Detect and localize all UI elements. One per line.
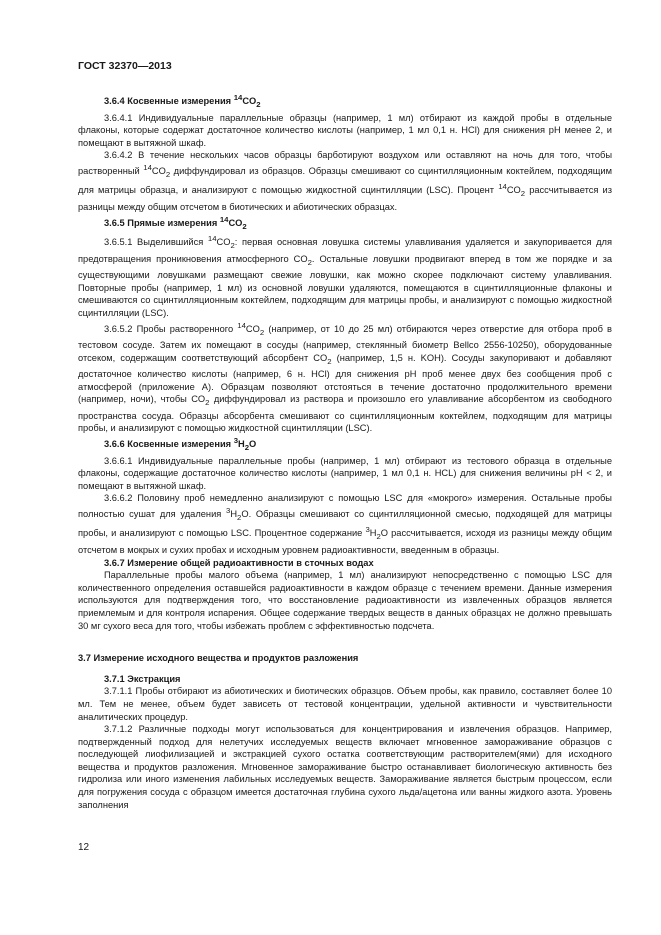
paragraph: Параллельные пробы малого объема (например, 1 мл) анализируют непосредственно с помощью LSC для количественного определения оставшейся радиоактивности в каждом образце с течением времени. Данные измерения используются для подтверждения того, что восстановление радиоактивности из извлеченных образцов является приемлемым и для контроля испарения. Общее содержание твердых веществ в данных образцах не должно превышать 30 мг сухого веса для того, чтобы избежать проблем с эффективностью подсчета. bbox=[78, 570, 612, 631]
paragraph: 3.6.6.2 Половину проб немедленно анализируют с помощью LSC для «мокрого» измерения. Остальные пробы полностью сушат для удаления $^3H_2O$. Образцы смешивают со сцинтилляционной смесью, подходящей для матрицы пробы, и анализируют с помощью LSC. Процентное содержание $^3H_2O$ рассчитывается, исходя из разницы между общим отсчетом в мокрых и сухих пробах и исходным уровнем радиоактивности, введенным в образцы. bbox=[78, 493, 612, 555]
document-header: ГОСТ 32370—2013 bbox=[78, 60, 172, 72]
paragraph: 3.6.4.1 Индивидуальные параллельные образцы (например, 1 мл) отбирают из каждой пробы в отдельные флаконы, которые содержат достаточное количество кислоты (например, 1 мл 0,1 н. HCl) для снижения pH менее 2, и помещают в вытяжной шкаф. bbox=[78, 112, 612, 148]
paragraph: 3.7.1.2 Различные подходы могут использоваться для концентрирования и извлечения образцов. Например, подтвержденный подход для нелетучих исследуемых веществ включает мгновенное замораживание образцов с последующей лиофилизацией и экстракцией сухого остатка соответствующим растворителем(ями) для исходного вещества и продуктов разложения. Мгновенное замораживание быстро останавливает биологическую активность без гидролиза или иного изменения лабильных исследуемых веществ. Замораживание является быстрым процессом, если для погружения сосуда с образцом имеется достаточная глубина сухого льда/ацетона или ванны жидкого азота. Уровень заполнения bbox=[78, 724, 612, 810]
paragraph: 3.6.6.1 Индивидуальные параллельные пробы (например, 1 мл) отбирают из тестового образца в отдельные флаконы, содержащие достаточное количество кислоты (например, 1 мл 0,1 н. HCL) для снижения величины pH < 2, и помещают в вытяжной шкаф. bbox=[78, 455, 612, 491]
document-body bbox=[78, 92, 612, 811]
page-number: 12 bbox=[78, 842, 90, 853]
section-heading: 3.6.7 Измерение общей радиоактивности в сточных водах bbox=[104, 557, 374, 568]
section-heading: 3.7.1 Экстракция bbox=[104, 673, 181, 684]
section-heading: 3.6.5 Прямые измерения $^{14}CO_2$ bbox=[104, 214, 247, 231]
paragraph: 3.6.5.2 Пробы растворенного $^{14}CO_2$ (например, от 10 до 25 мл) отбираются через отверстие для отбора проб в тестовом сосуде. Затем их помещают в сосуды (например, стеклянный биометр Bellco 2556-10250), оборудованные отсеком, содержащим соответствующий абсорбент $CO_2$ (например, 1,5 н. KOH). Сосуды закупоривают и добавляют достаточное количество кислоты (например, 6 н. HCl) для снижения pH проб менее двух без сообщения проб с атмосферой (приложение A). Образцам позволяют отстояться в течение достаточно продолжительного времени (например, ночи), чтобы $CO_2$ диффундировал из раствора и произошло его улавливание абсорбентом из свободного пространства сосуда. Образцы абсорбента смешивают со сцинтилляционным коктейлем, подходящим для матрицы пробы, и анализируют с помощью жидкостной сцинтилляции (LSC). bbox=[78, 320, 612, 434]
paragraph: 3.6.4.2 В течение нескольких часов образцы барботируют воздухом или оставляют на ночь для того, чтобы растворенный $^{14}CO_2$ диффундировал из образцов. Образцы смешивают со сцинтилляционным коктейлем, подходящим для матрицы образца, и анализируют с помощью жидкостной сцинтилляции (LSC). Процент $^{14}CO_2$ рассчитывается из разницы между общим отсчетом в биотических и абиотических образцах. bbox=[78, 150, 612, 213]
paragraph: 3.6.5.1 Выделившийся $^{14}CO_2$: первая основная ловушка системы улавливания удаляется и закупоривается для предотвращения проникновения атмосферного $CO_2$. Остальные ловушки продвигают вперед в том же порядке и за существующими ловушками размещают свежие ловушки, как можно скорее подключают систему улавливания. Повторные пробы (например, 1 мл) из основной ловушки удаляются, помещаются в сцинтилляционные флаконы и смешиваются со сцинтилляционным коктейлем, подходящим для матрицы пробы, и анализируют с помощью жидкостной сцинтилляции (LSC). bbox=[78, 234, 613, 318]
section-heading: 3.6.6 Косвенные измерения $^3H_2O$ bbox=[104, 435, 257, 452]
section-heading: 3.7 Измерение исходного вещества и продуктов разложения bbox=[78, 653, 359, 664]
section-heading: 3.6.4 Косвенные измерения $^{14}CO_2$ bbox=[104, 93, 261, 109]
paragraph: 3.7.1.1 Пробы отбирают из абиотических и биотических образцов. Объем пробы, как правило, составляет более 10 мл. Тем не менее, объем будет зависеть от тестовой концентрации, удельной активности и чувствительности аналитических процедур. bbox=[78, 686, 612, 722]
